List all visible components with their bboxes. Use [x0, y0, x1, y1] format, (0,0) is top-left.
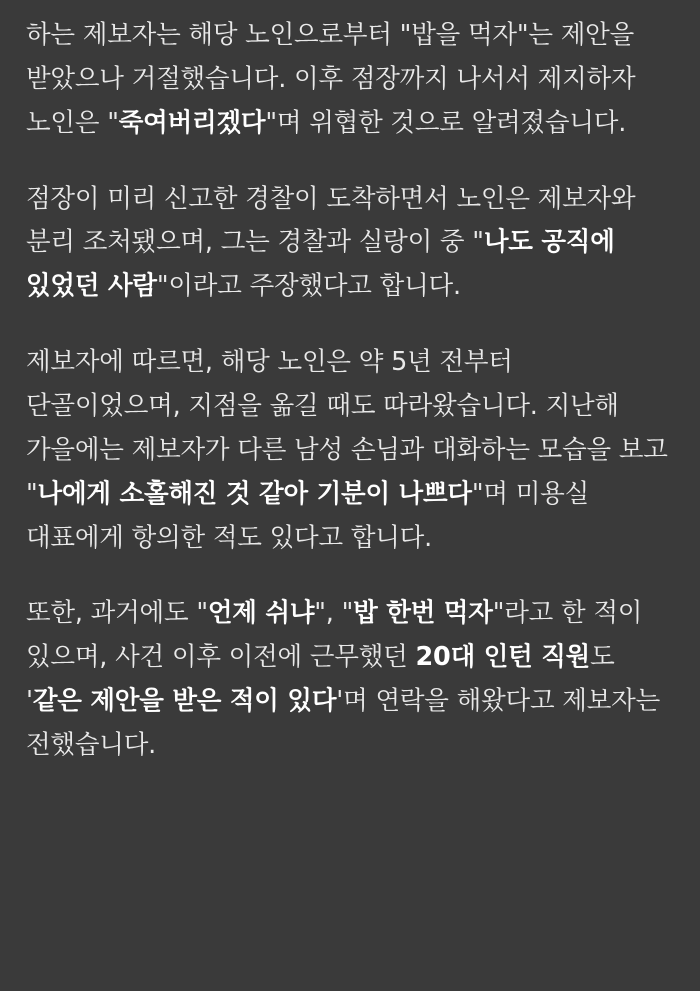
article-paragraph: 또한, 과거에도 "언제 쉬냐", "밥 한번 먹자"라고 한 적이 있으며, 사건 이후 이전에 근무했던 20대 인턴 직원도 '같은 제안을 받은 적이 있다'며 연락을 해왔다고 제보자는 전했습니다. [26, 598, 661, 761]
emphasis-text: 20대 인턴 직원 [415, 642, 591, 673]
emphasis-text: 나도 공직에 있었던 사람 [26, 227, 615, 302]
article-paragraph: 제보자에 따르면, 해당 노인은 약 5년 전부터 단골이었으며, 지점을 옮길 때도 따라왔습니다. 지난해 가을에는 제보자가 다른 남성 손님과 대화하는 모습을 보고 "나에게 소홀해진 것 같아 기분이 나쁘다"며 미용실 대표에게 항의한 적도 있다고 합니다. [26, 347, 668, 553]
emphasis-text: 언제 쉬냐 [207, 598, 315, 629]
article-paragraph: 점장이 미리 신고한 경찰이 도착하면서 노인은 제보자와 분리 조처됐으며, 그는 경찰과 실랑이 중 "나도 공직에 있었던 사람"이라고 주장했다고 합니다. [26, 183, 636, 302]
emphasis-text: 죽여버리겠다 [118, 107, 266, 138]
article-paragraph: 하는 제보자는 해당 노인으로부터 "밥을 먹자"는 제안을 받았으나 거절했습니다. 이후 점장까지 나서서 제지하자 노인은 "죽여버리겠다"며 위협한 것으로 알려졌습니다. [26, 20, 636, 138]
emphasis-text: 같은 제안을 받은 적이 있다 [32, 686, 337, 717]
emphasis-text: 나에게 소홀해진 것 같아 기분이 나쁘다 [37, 478, 472, 509]
emphasis-text: 밥 한번 먹자 [353, 598, 493, 629]
